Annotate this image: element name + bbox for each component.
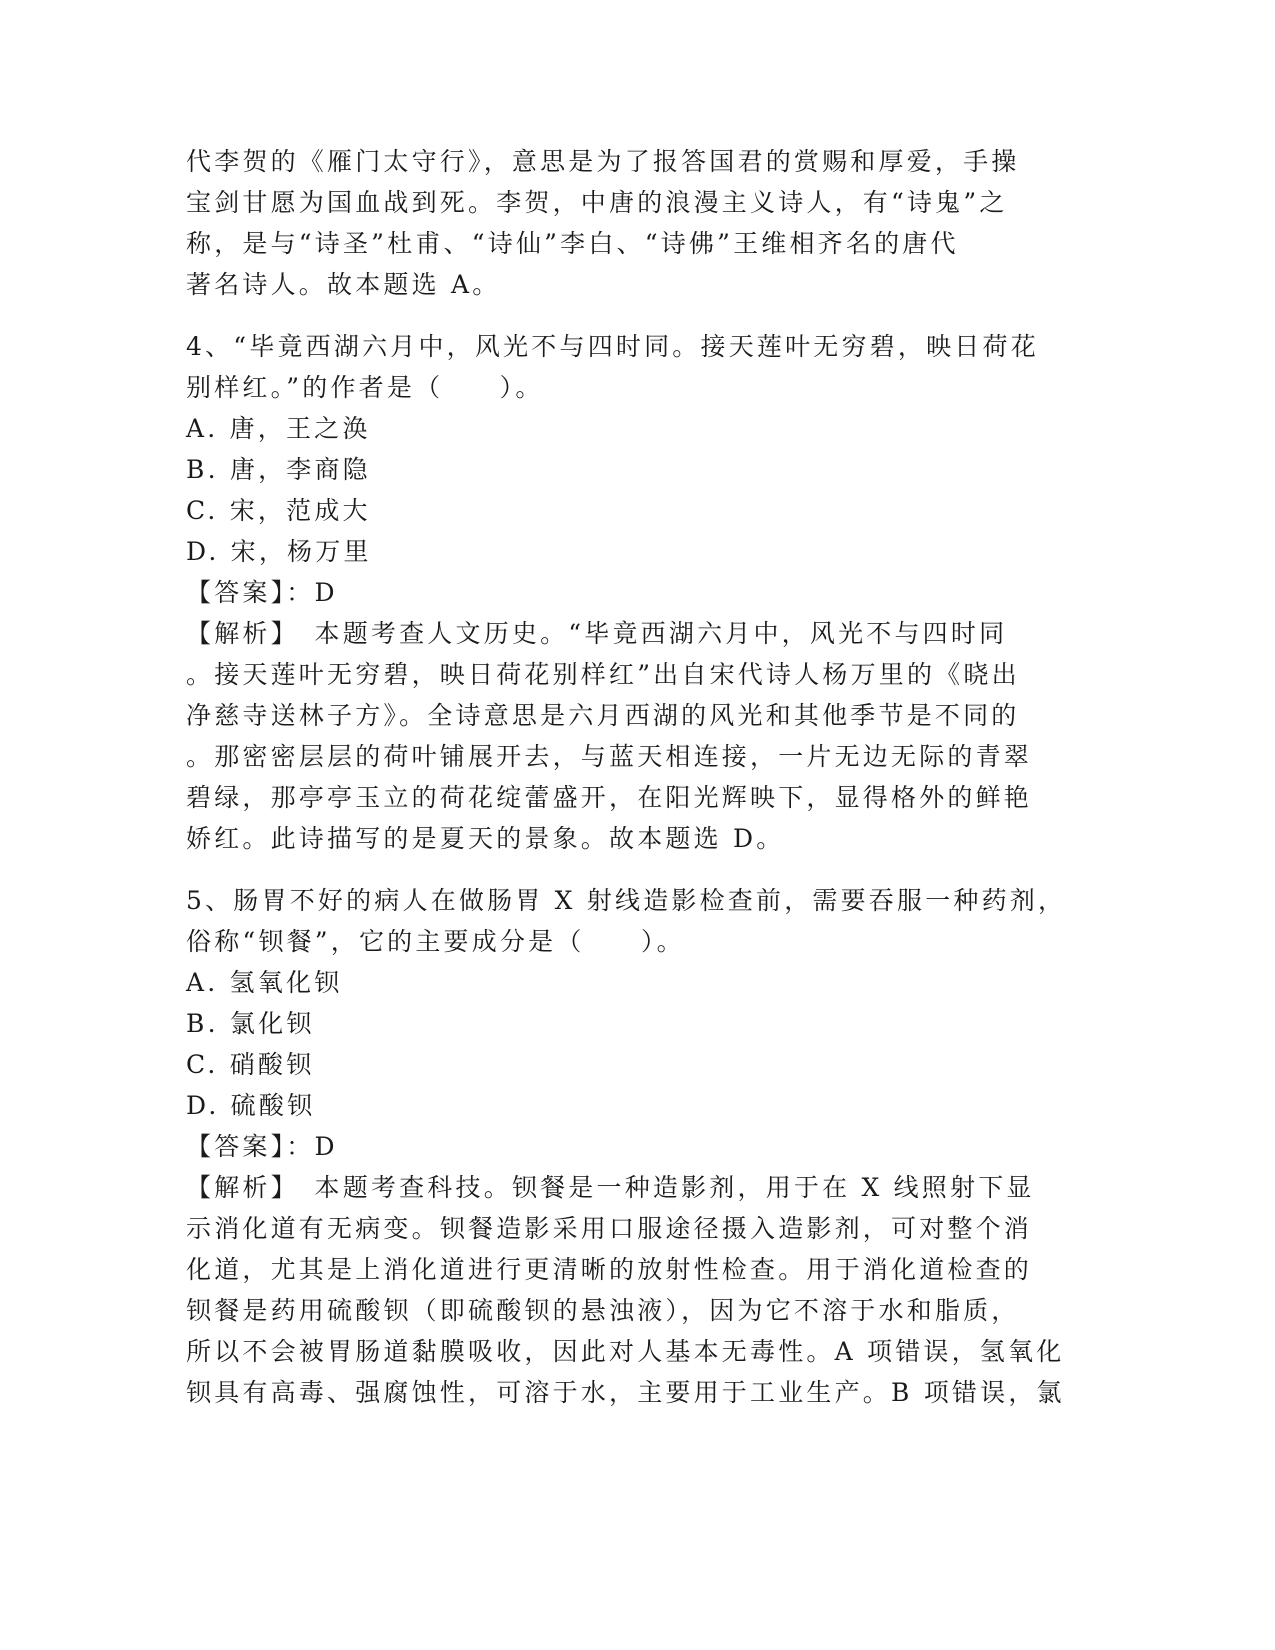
intro-line-1: 代李贺的《雁门太守行》，意思是为了报答国君的赏赐和厚爱，手操 xyxy=(186,147,1020,176)
intro-line-4: 著名诗人。故本题选 A。 xyxy=(186,270,501,299)
q5-analysis-line-6: 钡具有高毒、强腐蚀性，可溶于水，主要用于工业生产。B 项错误，氯 xyxy=(186,1378,1065,1407)
q5-answer: 【答案】：D xyxy=(186,1132,338,1161)
q4-analysis-line-3: 净慈寺送林子方》。全诗意思是六月西湖的风光和其他季节是不同的 xyxy=(186,701,1020,730)
q5-option-d: D. 硫酸钡 xyxy=(186,1091,316,1120)
q5-analysis-line-5: 所以不会被胃肠道黏膜吸收，因此对人基本无毒性。A 项错误，氢氧化 xyxy=(186,1337,1065,1366)
q4-stem-line-2: 别样红。”的作者是（ ）。 xyxy=(186,373,544,402)
q5-analysis-line-4: 钡餐是药用硫酸钡（即硫酸钡的悬浊液），因为它不溶于水和脂质， xyxy=(186,1296,1020,1325)
q5-option-b: B. 氯化钡 xyxy=(186,1009,315,1038)
q4-analysis-line-1: 【解析】 本题考查人文历史。“毕竟西湖六月中，风光不与四时同 xyxy=(186,619,1008,648)
q5-analysis-line-1: 【解析】 本题考查科技。钡餐是一种造影剂，用于在 X 线照射下显 xyxy=(186,1173,1035,1202)
intro-line-3: 称，是与“诗圣”杜甫、“诗仙”李白、“诗佛”王维相齐名的唐代 xyxy=(186,229,959,258)
q5-stem-line-2: 俗称“钡餐”，它的主要成分是（ ）。 xyxy=(186,927,685,956)
q5-stem-line-1: 5、肠胃不好的病人在做肠胃 X 射线造影检查前，需要吞服一种药剂， xyxy=(186,886,1067,915)
q4-analysis-line-5: 碧绿，那亭亭玉立的荷花绽蕾盛开，在阳光辉映下，显得格外的鲜艳 xyxy=(186,783,1033,812)
q4-stem-line-1: 4、“毕竟西湖六月中，风光不与四时同。接天莲叶无穷碧，映日荷花 xyxy=(186,332,1039,361)
q5-option-a: A. 氢氧化钡 xyxy=(186,968,343,997)
q4-option-d: D. 宋，杨万里 xyxy=(186,537,372,566)
q4-option-a: A. 唐，王之涣 xyxy=(186,414,371,443)
q4-option-b: B. 唐，李商隐 xyxy=(186,455,371,484)
q5-analysis-line-2: 示消化道有无病变。钡餐造影采用口服途径摄入造影剂，可对整个消 xyxy=(186,1214,1033,1243)
q5-analysis-line-3: 化道，尤其是上消化道进行更清晰的放射性检查。用于消化道检查的 xyxy=(186,1255,1033,1284)
intro-line-2: 宝剑甘愿为国血战到死。李贺，中唐的浪漫主义诗人，有“诗鬼”之 xyxy=(186,188,1008,217)
q4-analysis-line-4: 。那密密层层的荷叶铺展开去，与蓝天相连接，一片无边无际的青翠 xyxy=(186,742,1033,771)
q4-option-c: C. 宋，范成大 xyxy=(186,496,371,525)
q4-analysis-line-6: 娇红。此诗描写的是夏天的景象。故本题选 D。 xyxy=(186,824,785,853)
q4-analysis-line-2: 。接天莲叶无穷碧，映日荷花别样红”出自宋代诗人杨万里的《晓出 xyxy=(186,660,1020,689)
q5-option-c: C. 硝酸钡 xyxy=(186,1050,315,1079)
q4-answer: 【答案】：D xyxy=(186,578,338,607)
